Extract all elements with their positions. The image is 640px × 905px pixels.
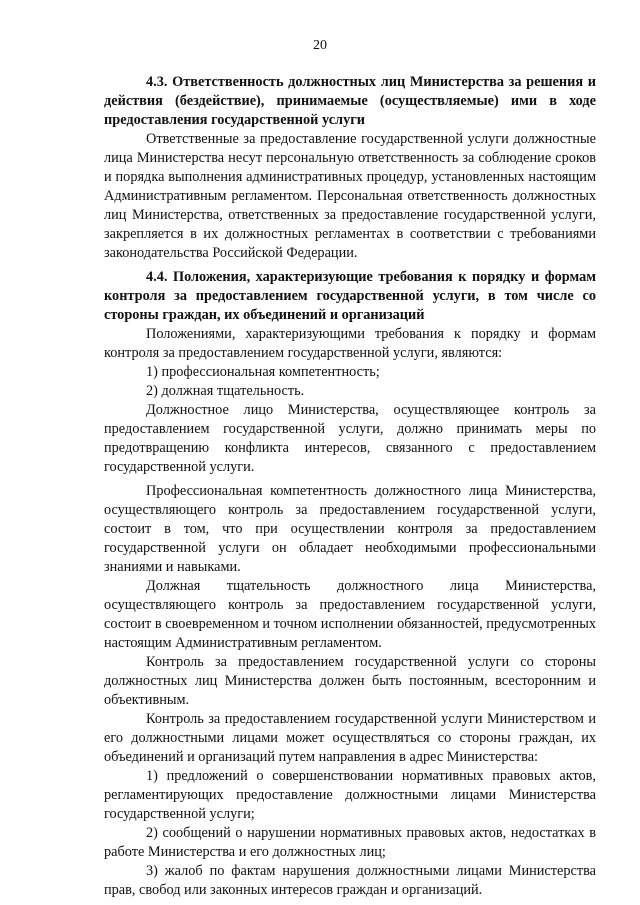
list-item: 3) жалоб по фактам нарушения должностными лицами Министерства прав, свобод или законных интересов граждан и организаций. xyxy=(104,863,596,898)
list-item: 2) сообщений о нарушении нормативных правовых актов, недостатках в работе Министерства и его должностных лиц; xyxy=(104,825,596,860)
paragraph: Должная тщательность должностного лица Министерства, осуществляющего контроль за предоставлением государственной услуги, состоит в своевременном и точном исполнении обязанностей, предусмотренных настоящим Административным регламентом. xyxy=(104,578,596,651)
page-number: 20 xyxy=(313,38,327,53)
list-item: 2) должная тщательность. xyxy=(146,383,305,399)
paragraph: Профессиональная компетентность должностного лица Министерства, осуществляющего контроль за предоставлением государственной услуги, состоит в том, что при осуществлении контроля за предоставлением государственной услуги он обладает необходимыми профессиональными знаниями и навыками. xyxy=(104,483,596,575)
paragraph: Ответственные за предоставление государственной услуги должностные лица Министерства несут персональную ответственность за соблюдение сроков и порядка выполнения административных процедур, установленных настоящим Административным регламентом. Персональная ответственность должностных лиц Министерства, ответственных за предоставление государственной услуги, закрепляется в их должностных регламентах в соответствии с требованиями законодательства Российской Федерации. xyxy=(104,131,596,261)
paragraph: Положениями, характеризующими требования к порядку и формам контроля за предоставлением государственной услуги, являются: xyxy=(104,326,596,361)
list-item: 1) профессиональная компетентность; xyxy=(146,364,380,380)
paragraph: Должностное лицо Министерства, осуществляющее контроль за предоставлением государственной услуги, должно принимать меры по предотвращению конфликта интересов, связанного с предоставлением государственной услуги. xyxy=(104,402,596,475)
paragraph: Контроль за предоставлением государственной услуги со стороны должностных лиц Министерства должен быть постоянным, всесторонним и объективным. xyxy=(104,654,596,708)
document-body xyxy=(104,73,596,900)
section-4-3-heading: 4.3. Ответственность должностных лиц Министерства за решения и действия (бездействие), принимаемые (осуществляемые) ими в ходе предоставления государственной услуги xyxy=(104,74,596,128)
paragraph: Контроль за предоставлением государственной услуги Министерством и его должностными лицами может осуществляться со стороны граждан, их объединений и организаций путем направления в адрес Министерства: xyxy=(104,711,596,765)
list-item: 1) предложений о совершенствовании нормативных правовых актов, регламентирующих предоставление должностными лицами Министерства государственной услуги; xyxy=(104,768,596,822)
section-4-4-heading: 4.4. Положения, характеризующие требования к порядку и формам контроля за предоставлением государственной услуги, в том числе со стороны граждан, их объединений и организаций xyxy=(104,269,596,323)
